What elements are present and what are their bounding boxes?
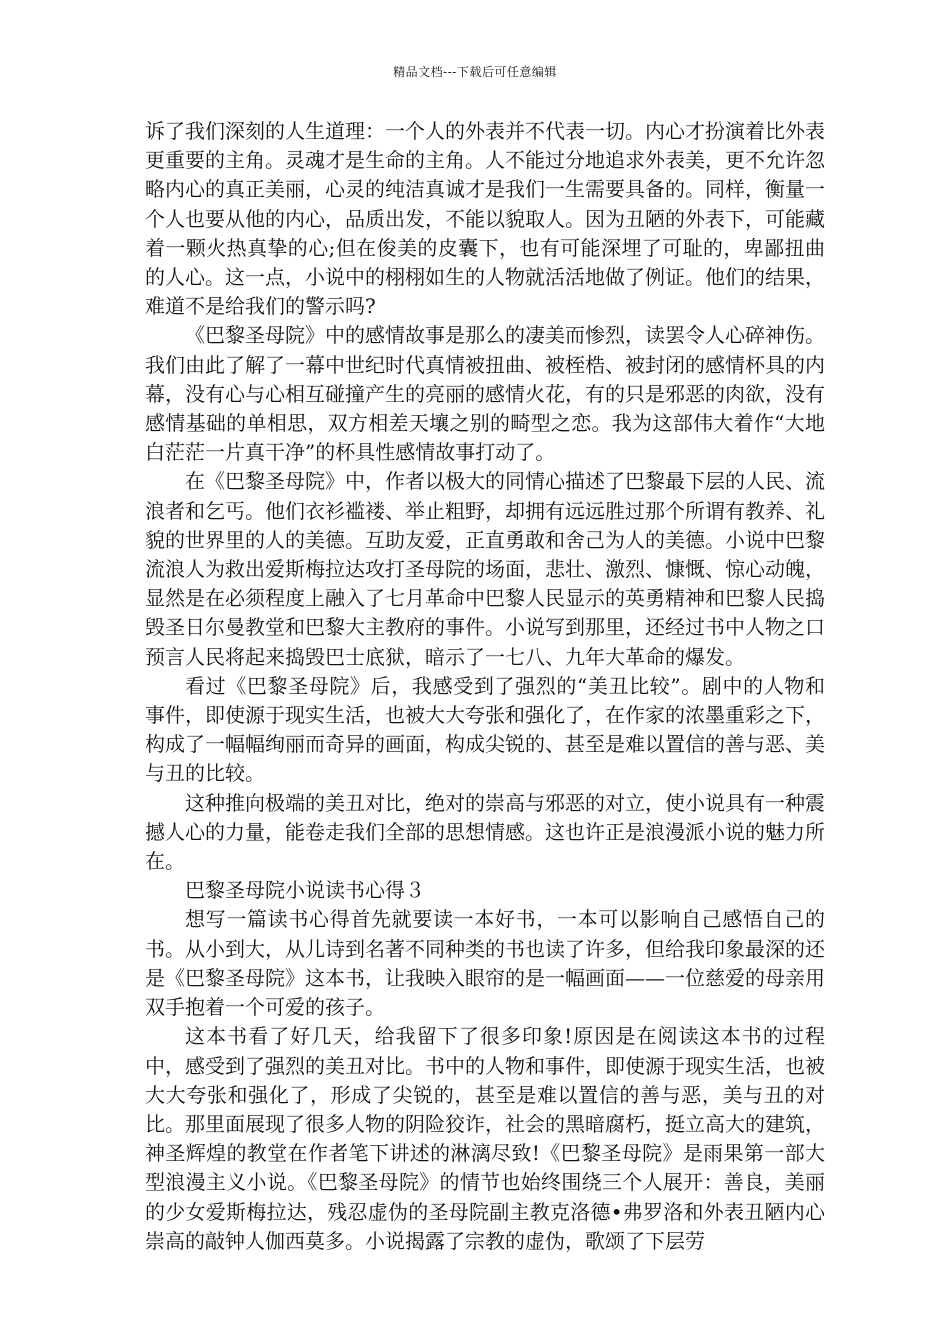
paragraph: 看过《巴黎圣母院》后，我感受到了强烈的“美丑比较”。剧中的人物和事件，即使源于现实生活，也被大大夸张和强化了，在作家的浓墨重彩之下，构成了一幅幅绚丽而奇异的画面，构成尖锐的、甚至是难以置信的善与恶、美与丑的比较。 xyxy=(145,673,825,786)
document-body xyxy=(145,117,825,1256)
section-heading: 巴黎圣母院小说读书心得３ xyxy=(185,878,425,903)
page-header: 精品文档---下载后可任意编辑 xyxy=(393,65,557,79)
paragraph: 《巴黎圣母院》中的感情故事是那么的凄美而惨烈，读罢令人心碎神伤。我们由此了解了一幕中世纪时代真情被扭曲、被桎梏、被封闭的感情杯具的内幕，没有心与心相互碰撞产生的亮丽的感情火花，有的只是邪恶的肉欲，没有感情基础的单相思，双方相差天壤之别的畸型之恋。我为这部伟大着作“大地白茫茫一片真干净”的杯具性感情故事打动了。 xyxy=(145,323,825,465)
paragraph: 诉了我们深刻的人生道理：一个人的外表并不代表一切。内心才扮演着比外表更重要的主角。灵魂才是生命的主角。人不能过分地追求外表美，更不允许忽略内心的真正美丽，心灵的纯洁真诚才是我们一生需要具备的。同样，衡量一个人也要从他的内心，品质出发，不能以貌取人。因为丑陋的外表下，可能藏着一颗火热真挚的心;但在俊美的皮囊下，也有可能深埋了可耻的，卑鄙扭曲的人心。这一点，小说中的栩栩如生的人物就活活地做了例证。他们的结果，难道不是给我们的警示吗? xyxy=(145,119,825,319)
paragraph: 这种推向极端的美丑对比，绝对的崇高与邪恶的对立，使小说具有一种震撼人心的力量，能卷走我们全部的思想情感。这也许正是浪漫派小说的魅力所在。 xyxy=(145,790,825,874)
paragraph: 在《巴黎圣母院》中，作者以极大的同情心描述了巴黎最下层的人民、流浪者和乞丐。他们衣衫褴褛、举止粗野，却拥有远远胜过那个所谓有教养、礼貌的世界里的人的美德。互助友爱，正直勇敢和舍己为人的美德。小说中巴黎流浪人为救出爱斯梅拉达攻打圣母院的场面，悲壮、激烈、慷慨、惊心动魄，显然是在必须程度上融入了七月革命中巴黎人民显示的英勇精神和巴黎人民捣毁圣日尔曼教堂和巴黎大主教府的事件。小说写到那里，还经过书中人物之口预言人民将起来捣毁巴士底狱，暗示了一七八、九年大革命的爆发。 xyxy=(145,469,825,669)
paragraph: 这本书看了好几天，给我留下了很多印象!原因是在阅读这本书的过程中，感受到了强烈的美丑对比。书中的人物和事件，即使源于现实生活，也被大大夸张和强化了，形成了尖锐的，甚至是难以置信的善与恶，美与丑的对比。那里面展现了很多人物的阴险狡诈，社会的黑暗腐朽，挺立高大的建筑，神圣辉煌的教堂在作者笔下讲述的淋漓尽致!《巴黎圣母院》是雨果第一部大型浪漫主义小说。《巴黎圣母院》的情节也始终围绕三个人展开：善良，美丽的少女爱斯梅拉达，残忍虚伪的圣母院副主教克洛德•弗罗洛和外表丑陋内心崇高的敲钟人伽西莫多。小说揭露了宗教的虚伪，歌颂了下层劳 xyxy=(145,1024,825,1253)
paragraph: 想写一篇读书心得首先就要读一本好书，一本可以影响自己感悟自己的书。从小到大，从儿诗到名著不同种类的书也读了许多，但给我印象最深的还是《巴黎圣母院》这本书，让我映入眼帘的是一幅画面——一位慈爱的母亲用双手抱着一个可爱的孩子。 xyxy=(145,907,825,1020)
